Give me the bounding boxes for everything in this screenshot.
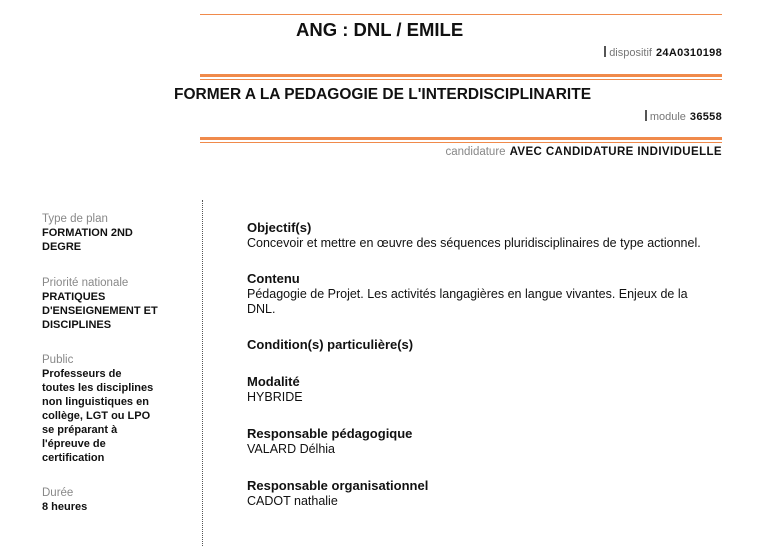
candidature-value: AVEC CANDIDATURE INDIVIDUELLE [509, 146, 722, 158]
priorite-label: Priorité nationale [42, 277, 129, 289]
duree-label: Durée [42, 487, 74, 499]
modalite-text: HYBRIDE [247, 390, 303, 404]
public-line: non linguistiques en [42, 396, 149, 408]
meta-bar-icon [645, 110, 647, 121]
contenu-text: Pédagogie de Projet. Les activités langagières en langue vivantes. Enjeux de la [247, 287, 688, 301]
resp-peda-text: VALARD Délhia [247, 442, 336, 456]
type-plan-line: FORMATION 2ND [42, 227, 133, 239]
duree-value: 8 heures [42, 501, 88, 513]
module-title: FORMER A LA PEDAGOGIE DE L'INTERDISCIPLINARITE [174, 86, 592, 103]
top-rule [200, 14, 722, 15]
contenu-section [247, 271, 737, 317]
public-block [42, 353, 182, 465]
type-plan-line: DEGRE [42, 241, 82, 253]
orange-rule-1b [200, 79, 722, 80]
priorite-line: DISCIPLINES [42, 319, 112, 331]
module-label: module [649, 111, 686, 123]
dispositif-value: 24A0310198 [655, 47, 722, 59]
priorite-block [42, 276, 182, 332]
public-line: certification [42, 452, 105, 464]
type-plan-label: Type de plan [42, 213, 108, 225]
candidature-meta [445, 146, 722, 158]
objectif-text: Concevoir et mettre en œuvre des séquences pluridisciplinaires de type actionnel. [247, 236, 701, 250]
meta-bar-icon [604, 46, 606, 57]
public-line: Professeurs de [42, 368, 122, 380]
main-content [247, 220, 737, 509]
objectif-section [247, 220, 737, 251]
dispositif-label: dispositif [609, 47, 652, 59]
orange-rule-1 [200, 74, 722, 77]
orange-rule-2 [200, 137, 722, 140]
priorite-line: D'ENSEIGNEMENT ET [42, 305, 158, 317]
public-line: l'épreuve de [42, 438, 106, 450]
public-line: se préparant à [42, 424, 118, 436]
page-title: ANG : DNL / EMILE [296, 19, 464, 40]
dispositif-meta [604, 46, 722, 59]
priorite-line: PRATIQUES [42, 291, 106, 303]
objectif-title: Objectif(s) [247, 220, 312, 235]
resp-orga-text: CADOT nathalie [247, 494, 338, 508]
conditions-title: Condition(s) particulière(s) [247, 337, 414, 352]
type-plan-block [42, 212, 182, 254]
public-line: toutes les disciplines [42, 382, 154, 394]
resp-peda-section [247, 426, 737, 457]
contenu-title: Contenu [247, 271, 300, 286]
modalite-title: Modalité [247, 374, 300, 389]
public-label: Public [42, 354, 74, 366]
public-line: collège, LGT ou LPO [42, 410, 151, 422]
orange-rule-2b [200, 142, 722, 143]
dotted-divider [202, 200, 203, 546]
contenu-text: DNL. [247, 302, 276, 316]
duree-block [42, 486, 182, 514]
resp-peda-title: Responsable pédagogique [247, 426, 413, 441]
resp-orga-section [247, 478, 737, 509]
module-value: 36558 [689, 111, 722, 123]
module-meta [645, 110, 722, 123]
candidature-label: candidature [445, 146, 506, 158]
resp-orga-title: Responsable organisationnel [247, 478, 429, 493]
conditions-section [247, 337, 737, 353]
sidebar [42, 212, 182, 514]
modalite-section [247, 374, 737, 405]
